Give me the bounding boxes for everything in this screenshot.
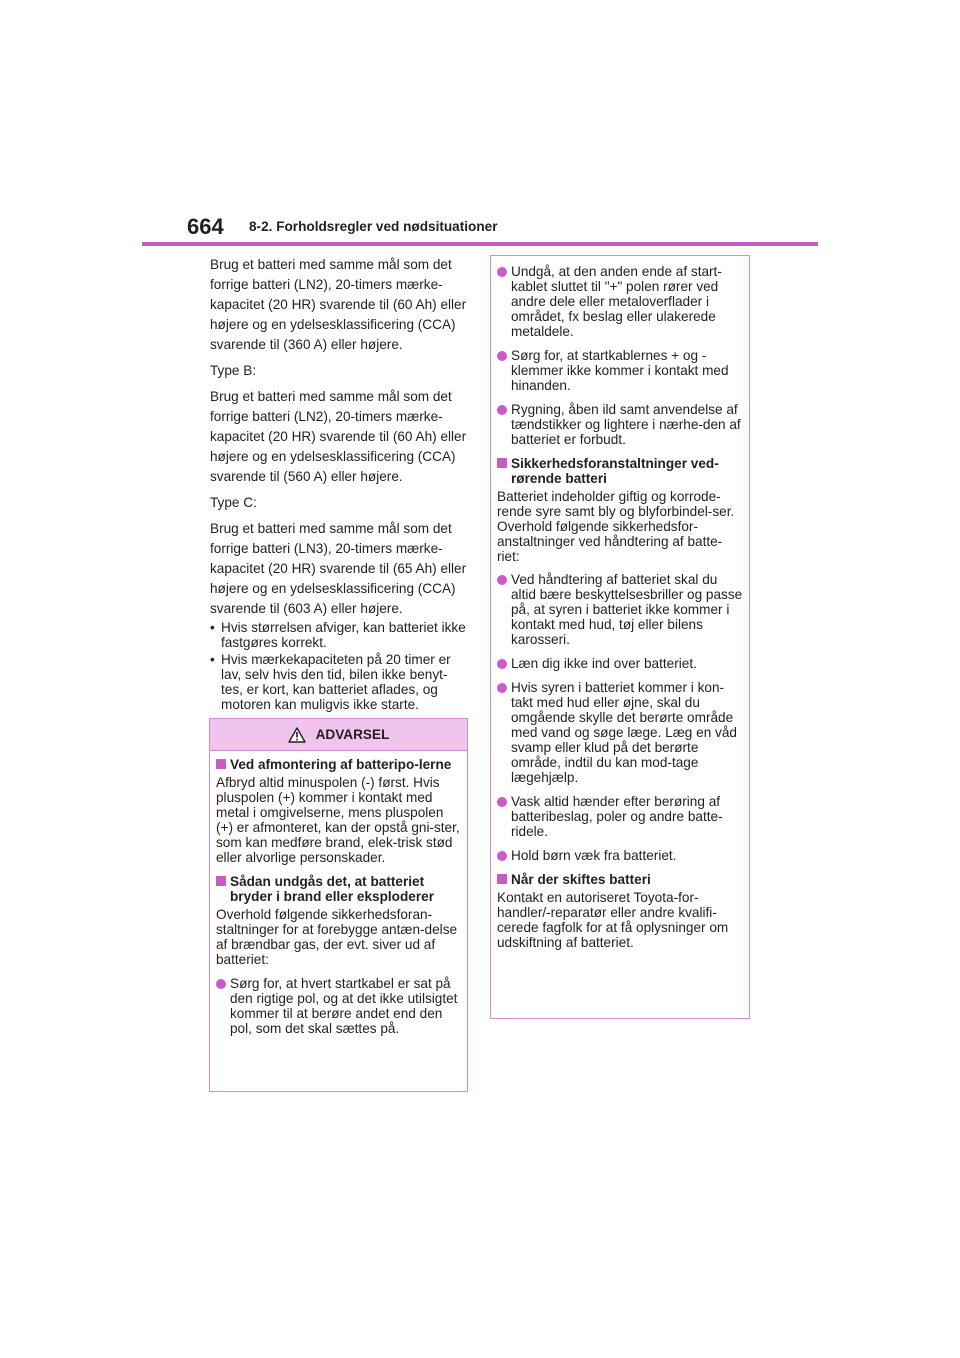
square-bullet-icon: [216, 876, 226, 886]
list-item-text: Sørg for, at startkablernes + og - klemmer ikke kommer i kontakt med hinanden.: [511, 348, 729, 393]
list-item: [497, 656, 743, 671]
list-item: • Hvis mærkekapaciteten på 20 timer er lav, selv hvis den tid, bilen ikke benyt-tes, er kort, kan batteriet aflades, og motoren kan muligvis ikke starte.: [210, 652, 468, 712]
body-paragraph: Brug et batteri med samme mål som det forrige batteri (LN3), 20-timers mærke-kapacitet (20 HR) svarende til (65 Ah) eller højere og en ydelsesklassificering (CCA) svarende til (603 A) eller højere.: [210, 521, 467, 616]
square-bullet-icon: [497, 874, 507, 884]
list-item-text: Rygning, åben ild samt anvendelse af tændstikker og lightere i nærhe-den af batteriet er forbudt.: [511, 402, 741, 447]
list-item: [497, 264, 743, 339]
left-column: [210, 255, 468, 714]
circle-bullet-icon: [497, 575, 507, 585]
warning-subheading: [216, 757, 461, 772]
circle-bullet-icon: [216, 979, 226, 989]
list-item: [497, 348, 743, 393]
list-item-text: Sørg for, at hvert startkabel er sat på den rigtige pol, og at det ikke utilsigtet kommer til at berøre andet end den pol, som det skal sættes på.: [230, 976, 458, 1036]
section-title: 8-2. Forholdsregler ved nødsituationer: [249, 219, 498, 234]
subheading-text: Når der skiftes batteri: [511, 872, 651, 887]
list-item-text: Vask altid hænder efter berøring af batteribeslag, poler og andre batte-ridele.: [511, 794, 723, 839]
list-item: [497, 794, 743, 839]
body-paragraph: Brug et batteri med samme mål som det forrige batteri (LN2), 20-timers mærke-kapacitet (20 HR) svarende til (60 Ah) eller højere og en ydelsesklassificering (CCA) svarende til (560 A) eller højere.: [210, 389, 467, 484]
list-item-text: Ved håndtering af batteriet skal du altid bære beskyttelsesbriller og passe på, at syren i batteriet ikke kommer i kontakt med hud, tøj eller bilens karosseri.: [511, 572, 743, 647]
warning-text: Batteriet indeholder giftig og korrode-rende syre samt bly og blyforbindel-ser. Overhold følgende sikkerhedsfor-anstaltninger ved håndtering af batte-riet:: [497, 489, 735, 564]
list-item-text: Læn dig ikke ind over batteriet.: [511, 656, 697, 671]
warning-header: [210, 719, 467, 751]
list-item-text: Hvis syren i batteriet kommer i kon-takt med hud eller øjne, skal du omgående skylle det berørte område med vand og søge læge. Læg en våd svamp eller klud på det berørte område, indtil du kan mod-tage lægehjælp.: [511, 680, 737, 785]
page-number: 664: [187, 214, 224, 239]
body-paragraph: Brug et batteri med samme mål som det forrige batteri (LN2), 20-timers mærke-kapacitet (20 HR) svarende til (60 Ah) eller højere og en ydelsesklassificering (CCA) svarende til (360 A) eller højere.: [210, 257, 467, 352]
circle-bullet-icon: [497, 405, 507, 415]
warning-box: [209, 718, 468, 1092]
list-item: [497, 680, 743, 785]
circle-bullet-icon: [497, 267, 507, 277]
warning-subheading: [216, 874, 461, 904]
warning-label: ADVARSEL: [315, 727, 390, 742]
warning-text: Overhold følgende sikkerhedsforan-staltninger for at forebygge antæn-delse af brændbar gas, der evt. siver ud af batteriet:: [216, 907, 458, 967]
list-item: [497, 572, 743, 647]
header-rule: [142, 242, 818, 246]
warning-subheading: [497, 456, 743, 486]
warning-text: Kontakt en autoriseret Toyota-for-handler/-reparatør eller andre kvalifi-cerede fagfolk for at få oplysninger om udskiftning af batteriet.: [497, 890, 729, 950]
list-item-text: Undgå, at den anden ende af start-kablet sluttet til "+" polen rører ved andre dele eller metaloverflader i området, fx beslag eller ulakerede metaldele.: [511, 264, 722, 339]
square-bullet-icon: [497, 458, 507, 468]
warning-text: Afbryd altid minuspolen (-) først. Hvis pluspolen (+) kommer i kontakt med metal i omgivelserne, mens pluspolen (+) er afmonteret, kan der opstå gni-ster, som kan medføre brand, elek-trisk stød eller alvorlige personskader.: [216, 775, 460, 865]
circle-bullet-icon: [497, 851, 507, 861]
circle-bullet-icon: [497, 659, 507, 669]
type-b-label: Type B:: [210, 363, 257, 378]
warning-subheading: [497, 872, 743, 887]
subheading-text: Sikkerhedsforanstaltninger ved-rørende batteri: [511, 456, 719, 486]
subheading-text: Ved afmontering af batteripo-lerne: [230, 757, 452, 772]
warning-continuation-box: [490, 255, 750, 1019]
list-item-text: Hold børn væk fra batteriet.: [511, 848, 677, 863]
note-list: [210, 620, 468, 712]
list-item: • Hvis størrelsen afviger, kan batteriet ikke fastgøres korrekt.: [210, 620, 468, 650]
warning-triangle-icon: [288, 727, 306, 743]
subheading-text: Sådan undgås det, at batteriet bryder i brand eller eksploderer: [230, 874, 434, 904]
type-c-label: Type C:: [210, 495, 257, 510]
circle-bullet-icon: [497, 351, 507, 361]
list-item: [216, 976, 461, 1036]
list-item: [497, 402, 743, 447]
circle-bullet-icon: [497, 683, 507, 693]
list-item: [497, 848, 743, 863]
circle-bullet-icon: [497, 797, 507, 807]
square-bullet-icon: [216, 759, 226, 769]
